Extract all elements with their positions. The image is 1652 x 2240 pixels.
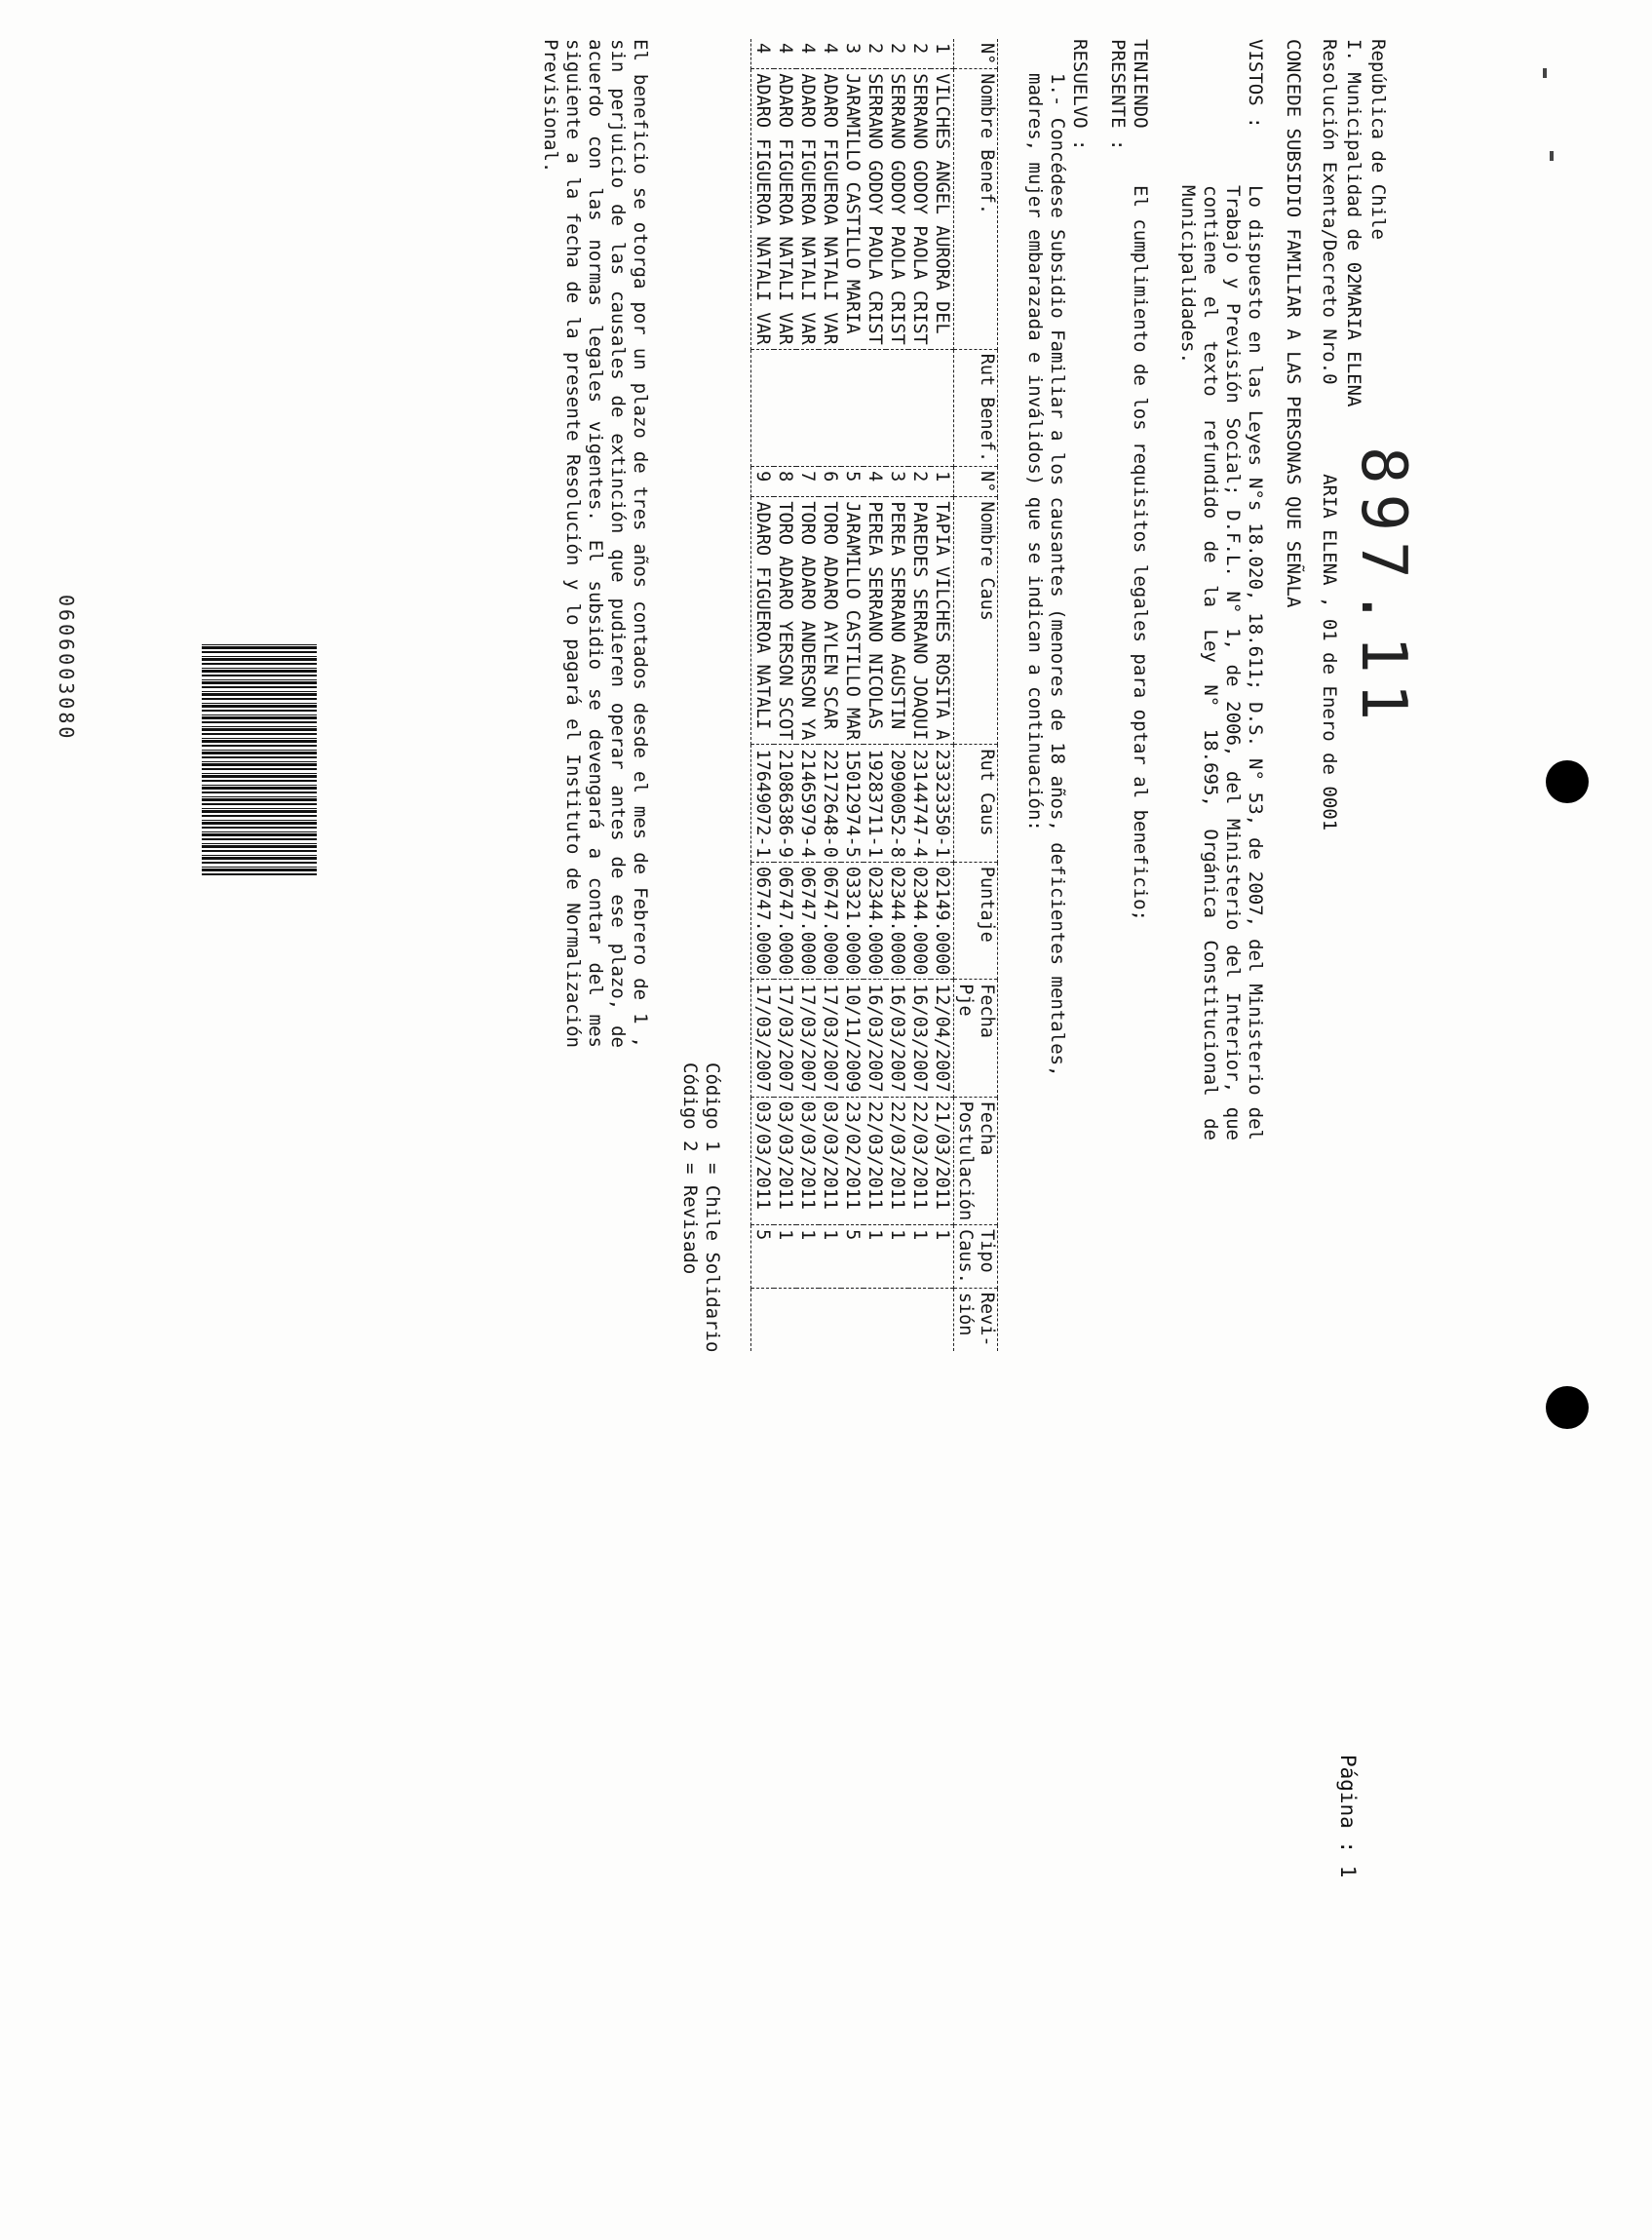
- table-cell: 23323350-1: [931, 745, 954, 862]
- teniendo-label-1: TENIENDO: [1130, 39, 1151, 129]
- table-cell: 2: [887, 43, 907, 55]
- table-cell: 06747.0000: [774, 862, 796, 979]
- footer-paragraph: El beneficio se otorga por un plazo de tres años contados desde el mes de Febrero de 1 , sin perjuicio de las causales de extinción que pudieren operar antes de ese plazo, de acuerdo con las normas legales vigentes. El subsidio se devengará a contar del mes siguiente a la fecha de la presente Resolución y lo pagará el Instituto de Normalización Previsional.: [540, 39, 651, 1048]
- table-body: [751, 39, 954, 1351]
- column-header: Rut Caus: [954, 745, 998, 862]
- table-cell: ADARO FIGUEROA NATALI: [751, 497, 775, 745]
- column-header: Fecha Postulación: [954, 1097, 998, 1225]
- table-cell: 1: [932, 43, 952, 55]
- table-cell: [931, 349, 954, 466]
- code-1: Código 1 = Chile Solidario: [702, 1062, 723, 1353]
- table-cell: [796, 1288, 819, 1350]
- table-cell: 17/03/2007: [819, 980, 841, 1097]
- teniendo-label: [1106, 39, 1151, 185]
- table-cell: 22/03/2011: [864, 1097, 886, 1225]
- table-cell: TORO ADARO YERSON SCOT: [774, 497, 796, 745]
- table-cell: 4: [864, 467, 886, 497]
- table-row: [819, 39, 841, 1351]
- column-header: Nombre Benef.: [954, 69, 998, 349]
- table-row: [931, 39, 954, 1351]
- table-row: [886, 39, 908, 1351]
- table-cell: 03/03/2011: [751, 1097, 775, 1225]
- table-cell: ADARO FIGUEROA NATALI VAR: [796, 69, 819, 349]
- table-row: [774, 39, 796, 1351]
- resolution-line: [1318, 39, 1340, 2144]
- barcode-image: [202, 643, 317, 875]
- table-cell: 2: [909, 43, 930, 55]
- table-cell: [796, 349, 819, 466]
- table-cell: 03/03/2011: [774, 1097, 796, 1225]
- table-cell: [841, 349, 864, 466]
- table-cell: 3: [842, 43, 863, 55]
- table-cell: 21465979-4: [796, 745, 819, 862]
- table-cell: 5: [841, 467, 864, 497]
- table-cell: 1: [886, 1225, 908, 1289]
- table-cell: 1: [931, 467, 954, 497]
- teniendo-label-2: PRESENTE :: [1107, 39, 1129, 151]
- column-header: Puntaje: [954, 862, 998, 979]
- column-header: Rut Benef.: [954, 349, 998, 466]
- table-cell: ADARO FIGUEROA NATALI VAR: [819, 69, 841, 349]
- table-cell: JARAMILLO CASTILLO MARIA: [841, 69, 864, 349]
- table-cell: 4: [751, 39, 775, 69]
- table-cell: [886, 1288, 908, 1350]
- table-cell: 06747.0000: [751, 862, 775, 979]
- beneficiaries-table: [750, 39, 998, 1351]
- table-cell: 22/03/2011: [886, 1097, 908, 1225]
- table-row: [841, 39, 864, 1351]
- table-cell: 17649072-1: [751, 745, 775, 862]
- table-cell: SERRANO GODOY PAOLA CRIST: [864, 69, 886, 349]
- table-row: [796, 39, 819, 1351]
- table-cell: TAPIA VILCHES ROSITA A: [931, 497, 954, 745]
- table-cell: 1: [819, 1225, 841, 1289]
- table-cell: [751, 1288, 775, 1350]
- table-cell: [908, 349, 931, 466]
- table-cell: [931, 1288, 954, 1350]
- table-cell: [841, 1288, 864, 1350]
- table-cell: [908, 1288, 931, 1350]
- resuelvo-label: RESUELVO :: [1069, 39, 1091, 151]
- table-cell: 12/04/2007: [931, 980, 954, 1097]
- table-cell: [864, 1288, 886, 1350]
- resolution-text: Resolución Exenta/Decreto Nro.0 ARIA ELENA , 01 de Enero de 0001: [1319, 39, 1340, 831]
- page-number: Página : 1: [1336, 1755, 1360, 1878]
- table-cell: 16/03/2007: [886, 980, 908, 1097]
- table-cell: 8: [774, 467, 796, 497]
- table-cell: 17/03/2007: [774, 980, 796, 1097]
- table-row: [908, 39, 931, 1351]
- table-cell: ADARO FIGUEROA NATALI VAR: [774, 69, 796, 349]
- table-cell: 1: [796, 1225, 819, 1289]
- table-cell: [819, 1288, 841, 1350]
- table-cell: 1: [931, 1225, 954, 1289]
- table-cell: 02344.0000: [886, 862, 908, 979]
- table-cell: 1: [908, 1225, 931, 1289]
- table-cell: PEREA SERRANO AGUSTIN: [886, 497, 908, 745]
- table-cell: 02149.0000: [931, 862, 954, 979]
- table-cell: 2: [864, 43, 885, 55]
- table-cell: 19283711-1: [864, 745, 886, 862]
- table-cell: 15012974-5: [841, 745, 864, 862]
- table-cell: 9: [751, 467, 775, 497]
- table-cell: 4: [797, 43, 818, 55]
- table-cell: VILCHES ANGEL AURORA DEL: [931, 69, 954, 349]
- vistos-label: VISTOS :: [1245, 39, 1266, 129]
- table-cell: 03321.0000: [841, 862, 864, 979]
- column-header: Revi- sión: [954, 1288, 998, 1350]
- table-cell: 5: [751, 1225, 775, 1289]
- table-cell: 1: [774, 1225, 796, 1289]
- column-header: N°: [954, 39, 998, 69]
- barcode-number: 0606003080: [55, 595, 78, 742]
- table-cell: TORO ADARO ANDERSON YA: [796, 497, 819, 745]
- table-cell: 22172648-0: [819, 745, 841, 862]
- code-2: Código 2 = Revisado: [679, 1062, 701, 1275]
- resuelvo-block: [1023, 39, 1091, 2144]
- table-cell: 1: [864, 1225, 886, 1289]
- codes-legend: [678, 1062, 723, 2144]
- column-header: Nombre Caus: [954, 497, 998, 745]
- scan-mark: [1543, 68, 1547, 78]
- table-cell: 21086386-9: [774, 745, 796, 862]
- table-cell: 5: [841, 1225, 864, 1289]
- table-cell: 16/03/2007: [864, 980, 886, 1097]
- table-cell: 22/03/2011: [908, 1097, 931, 1225]
- table-cell: ADARO FIGUEROA NATALI VAR: [751, 69, 775, 349]
- table-cell: 6: [819, 467, 841, 497]
- resuelvo-text: 1.- Concédese Subsidio Familiar a los causantes (menores de 18 años, deficientes mentales, madres, mujer embarazada e inválidos) que se indican a continuación:: [1024, 73, 1068, 1077]
- column-header: N°: [954, 467, 998, 497]
- table-cell: 06747.0000: [819, 862, 841, 979]
- vistos-text: Lo dispuesto en las Leyes N°s 18.020, 18.611; D.S. N° 53, de 2007, del Ministerio del Trabajo y Previsión Social; D.F.L. N° 1, de 2006, del Ministerio del Interior, que contiene el texto refundido de la Ley N° 18.695, Orgánica Constitucional de Municipalidades.: [1177, 185, 1266, 1140]
- republic-line: República de Chile: [1367, 39, 1389, 240]
- column-header: Fecha Pje: [954, 980, 998, 1097]
- table-cell: 3: [886, 467, 908, 497]
- table-cell: PAREDES SERRANO JOAQUI: [908, 497, 931, 745]
- punch-hole: [1546, 1386, 1589, 1429]
- table-cell: 02344.0000: [864, 862, 886, 979]
- table-cell: 17/03/2007: [751, 980, 775, 1097]
- table-cell: TORO ADARO AYLEN SCAR: [819, 497, 841, 745]
- table-cell: [774, 349, 796, 466]
- table-row: [751, 39, 775, 1351]
- subject-line: CONCEDE SUBSIDIO FAMILIAR A LAS PERSONAS QUE SEÑALA: [1283, 39, 1304, 608]
- table-cell: [774, 1288, 796, 1350]
- teniendo-text: El cumplimiento de los requisitos legales para optar al beneficio;: [1130, 185, 1151, 921]
- table-cell: PEREA SERRANO NICOLAS: [864, 497, 886, 745]
- municipality-line: I. Municipalidad de 02MARIA ELENA: [1343, 39, 1364, 407]
- table-cell: 2: [908, 467, 931, 497]
- table-cell: SERRANO GODOY PAOLA CRIST: [886, 69, 908, 349]
- table-cell: [819, 349, 841, 466]
- table-cell: 03/03/2011: [819, 1097, 841, 1225]
- table-cell: 17/03/2007: [796, 980, 819, 1097]
- table-cell: 10/11/2009: [841, 980, 864, 1097]
- table-cell: 4: [775, 43, 795, 55]
- table-header-row: [954, 39, 998, 1351]
- scan-mark: [1550, 151, 1554, 161]
- table-cell: 03/03/2011: [796, 1097, 819, 1225]
- resolution-stamp-number: 897.11: [1347, 446, 1419, 731]
- document-body: [307, 39, 1419, 2144]
- table-cell: [864, 349, 886, 466]
- table-cell: [751, 349, 775, 466]
- teniendo-block: [1106, 39, 1151, 2144]
- table-cell: 7: [796, 467, 819, 497]
- table-cell: 20900052-8: [886, 745, 908, 862]
- table-cell: SERRANO GODOY PAOLA CRIST: [908, 69, 931, 349]
- table-cell: JARAMILLO CASTILLO MAR: [841, 497, 864, 745]
- punch-hole: [1546, 760, 1589, 803]
- table-row: [864, 39, 886, 1351]
- table-cell: 06747.0000: [796, 862, 819, 979]
- table-cell: 21/03/2011: [931, 1097, 954, 1225]
- table-cell: 16/03/2007: [908, 980, 931, 1097]
- column-header: Tipo Caus.: [954, 1225, 998, 1289]
- table-cell: [886, 349, 908, 466]
- table-cell: 23/02/2011: [841, 1097, 864, 1225]
- vistos-block: [1176, 39, 1266, 2144]
- table-cell: 4: [820, 43, 840, 55]
- table-cell: 02344.0000: [908, 862, 931, 979]
- table-cell: 23144747-4: [908, 745, 931, 862]
